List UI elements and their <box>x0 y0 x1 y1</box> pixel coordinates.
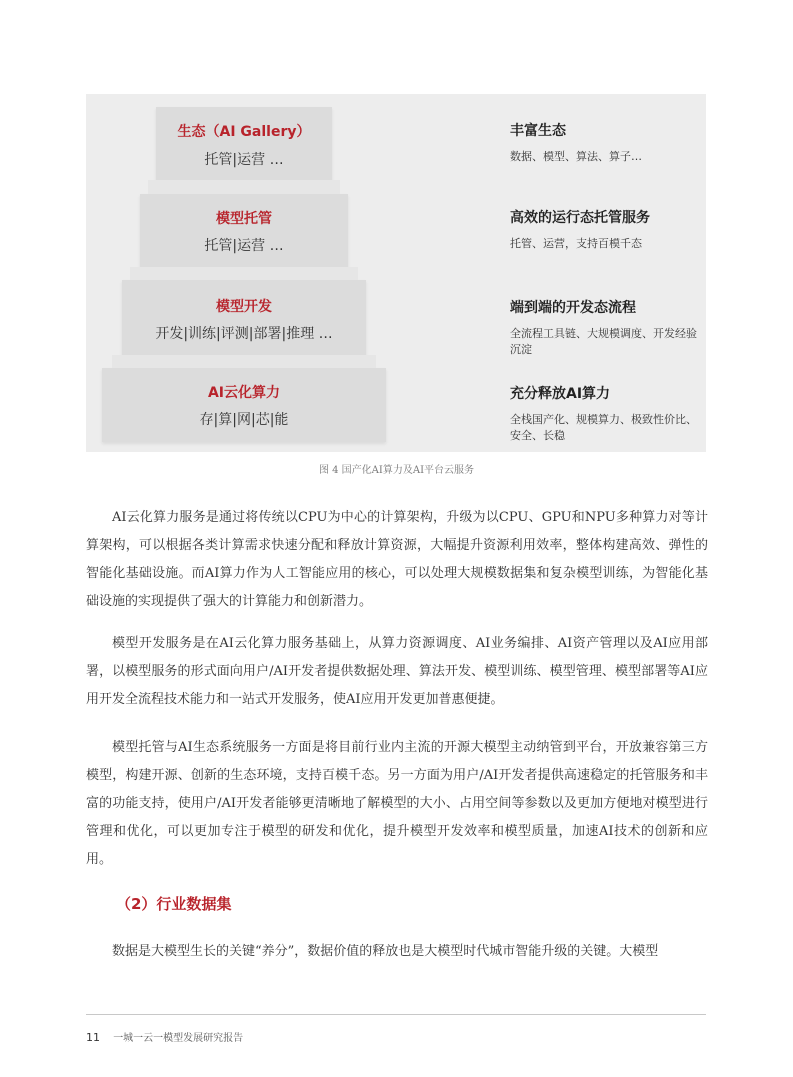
tier-subtitle: 开发|训练|评测|部署|推理 … <box>155 326 333 342</box>
paragraph-model-dev: 模型开发服务是在AI云化算力服务基础上，从算力资源调度、AI业务编排、AI资产管理以及AI应用部署，以模型服务的形式面向用户/AI开发者提供数据处理、算法开发、模型训练、模型管理、模型部署等AI应用开发全流程技术能力和一站式开发服务，使AI应用开发更加普惠便捷。 <box>86 636 708 707</box>
desc-model-hosting <box>510 207 650 251</box>
paragraph-ai-cloud-compute: AI云化算力服务是通过将传统以CPU为中心的计算架构，升级为以CPU、GPU和NPU多种算力对等计算架构，可以根据各类计算需求快速分配和释放计算资源，大幅提升资源利用效率，整体构建高效、弹性的智能化基础设施。而AI算力作为人工智能应用的核心，可以处理大规模数据集和复杂模型训练，为智能化基础设施的实现提供了强大的计算能力和创新潜力。 <box>86 510 708 609</box>
tier-subtitle: 托管|运营 … <box>204 238 284 254</box>
tier-model-hosting <box>140 194 348 268</box>
desc-model-dev <box>510 297 706 357</box>
tier-step <box>112 355 376 369</box>
tier-subtitle: 托管|运营 … <box>204 152 284 168</box>
desc-title: 端到端的开发态流程 <box>510 300 636 316</box>
paragraph-model-hosting: 模型托管与AI生态系统服务一方面是将目前行业内主流的开源大模型主动纳管到平台，开放兼容第三方模型，构建开源、创新的生态环境，支持百模千态。另一方面为用户/AI开发者提供高速稳定的托管服务和丰富的功能支持，使用户/AI开发者能够更清晰地了解模型的大小、占用空间等参数以及更加方便地对模型进行管理和优化，可以更加专注于模型的研发和优化，提升模型开发效率和模型质量，加速AI技术的创新和应用。 <box>86 740 708 867</box>
desc-title: 充分释放AI算力 <box>510 386 611 402</box>
tier-title: AI云化算力 <box>207 385 281 401</box>
desc-text: 托管、运营，支持百模千态 <box>510 237 642 250</box>
tier-title: 生态（AI Gallery） <box>177 124 311 140</box>
section-heading: （2）行业数据集 <box>116 895 232 913</box>
desc-text: 全栈国产化、规模算力、极致性价比、安全、长稳 <box>510 413 697 442</box>
figure-pyramid <box>86 94 706 452</box>
tier-title: 模型开发 <box>216 299 272 315</box>
figure-caption: 图 4 国产化AI算力及AI平台云服务 <box>318 465 475 476</box>
tier-step <box>130 267 358 281</box>
report-title: 一城一云一模型发展研究报告 <box>113 1033 244 1044</box>
tier-title: 模型托管 <box>216 211 272 227</box>
desc-text: 全流程工具链、大规模调度、开发经验沉淀 <box>510 327 697 356</box>
footer <box>86 1029 243 1044</box>
paragraph-industry-data: 数据是大模型生长的关键“养分”，数据价值的释放也是大模型时代城市智能升级的关键。大模型 <box>112 944 659 959</box>
desc-text: 数据、模型、算法、算子… <box>510 150 642 163</box>
desc-title: 丰富生态 <box>510 123 566 139</box>
desc-ecosystem <box>510 120 642 164</box>
tier-ai-cloud-compute <box>102 368 386 442</box>
footer-divider <box>86 1014 706 1015</box>
tier-model-dev <box>122 280 366 356</box>
tier-step <box>148 180 340 194</box>
page-number: 11 <box>86 1031 100 1044</box>
desc-ai-compute <box>510 383 706 443</box>
tier-ecosystem <box>156 107 332 181</box>
desc-title: 高效的运行态托管服务 <box>510 210 650 226</box>
tier-subtitle: 存|算|网|芯|能 <box>199 412 289 428</box>
